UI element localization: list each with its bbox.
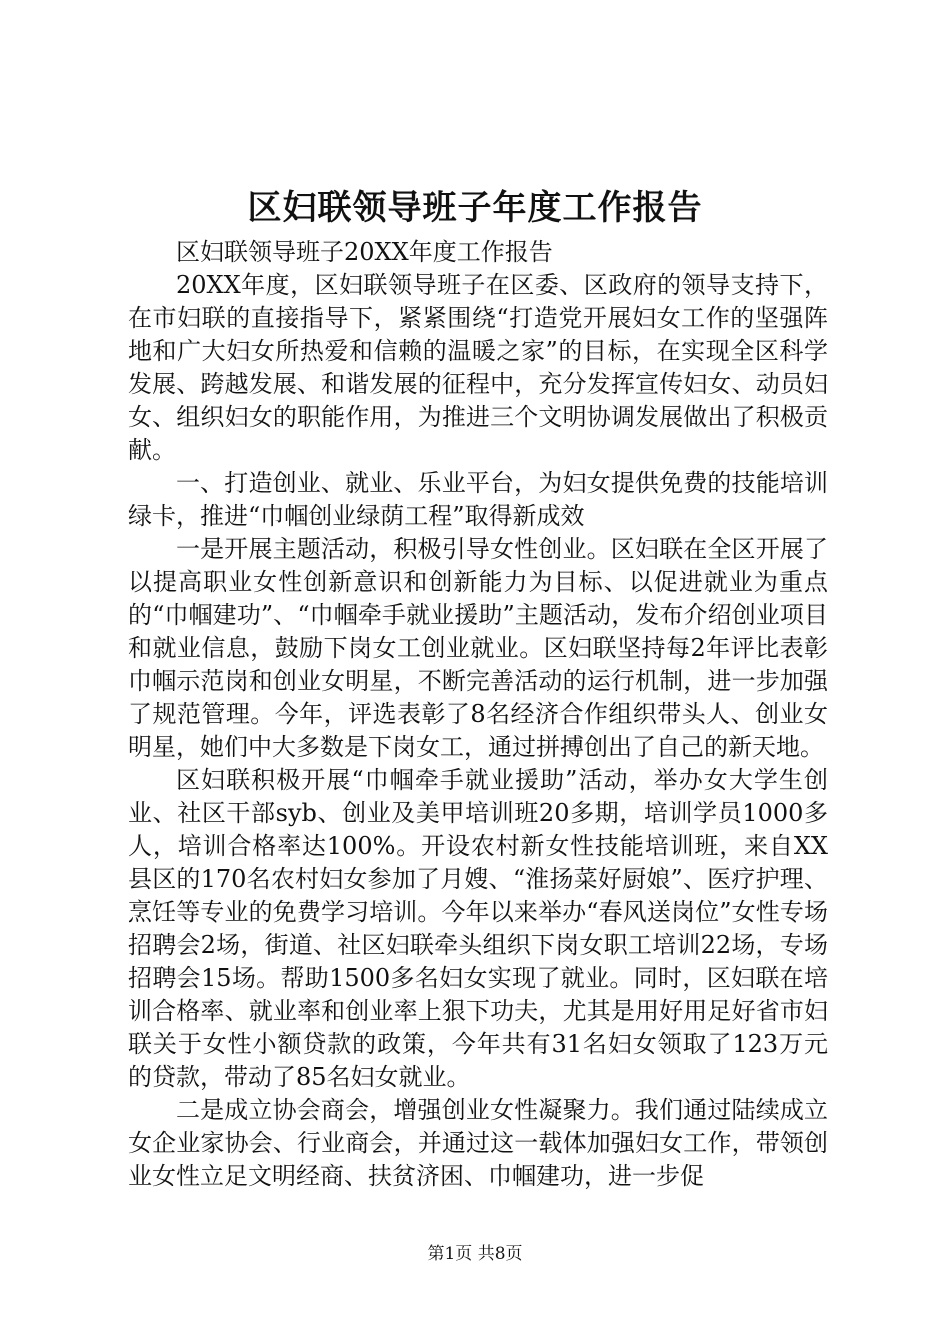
document-body — [128, 236, 828, 1193]
paragraph-employment-assistance: 区妇联积极开展“巾帼牵手就业援助”活动，举办女大学生创业、社区干部syb、创业及美甲培训班20多期，培训学员1000多人，培训合格率达100%。开设农村新女性技能培训班，来自XX县区的170名农村妇女参加了月嫂、“淮扬菜好厨娘”、医疗护理、烹饪等专业的免费学习培训。今年以来举办“春风送岗位”女性专场招聘会2场，街道、社区妇联牵头组织下岗女职工培训22场，专场招聘会15场。帮助1500多名妇女实现了就业。同时，区妇联在培训合格率、就业率和创业率上狠下功夫，尤其是用好用足好省市妇联关于女性小额贷款的政策，今年共有31名妇女领取了123万元的贷款，带动了85名妇女就业。 — [128, 766, 828, 1091]
document-title: 区妇联领导班子年度工作报告 — [247, 188, 703, 228]
paragraph-intro: 20XX年度，区妇联领导班子在区委、区政府的领导支持下，在市妇联的直接指导下，紧紧围绕“打造党开展妇女工作的坚强阵地和广大妇女所热爱和信赖的温暖之家”的目标，在实现全区科学发展、跨越发展、和谐发展的征程中，充分发挥宣传妇女、动员妇女、组织妇女的职能作用，为推进三个文明协调发展做出了积极贡献。 — [128, 271, 828, 464]
paragraph-subtitle: 区妇联领导班子20XX年度工作报告 — [176, 238, 553, 266]
page-footer: 第1页 共8页 — [427, 1244, 523, 1264]
paragraph-associations: 二是成立协会商会，增强创业女性凝聚力。我们通过陆续成立女企业家协会、行业商会，并通过这一载体加强妇女工作，带领创业女性立足文明经商、扶贫济困、巾帼建功，进一步促 — [128, 1096, 828, 1190]
paragraph-theme-activities: 一是开展主题活动，积极引导女性创业。区妇联在全区开展了以提高职业女性创新意识和创新能力为目标、以促进就业为重点的“巾帼建功”、“巾帼牵手就业援助”主题活动，发布介绍创业项目和就业信息，鼓励下岗女工创业就业。区妇联坚持每2年评比表彰巾帼示范岗和创业女明星，不断完善活动的运行机制，进一步加强了规范管理。今年，评选表彰了8名经济合作组织带头人、创业女明星，她们中大多数是下岗女工，通过拼搏创出了自己的新天地。 — [128, 535, 828, 761]
paragraph-section-heading: 一、打造创业、就业、乐业平台，为妇女提供免费的技能培训绿卡，推进“巾帼创业绿荫工程”取得新成效 — [128, 469, 828, 530]
